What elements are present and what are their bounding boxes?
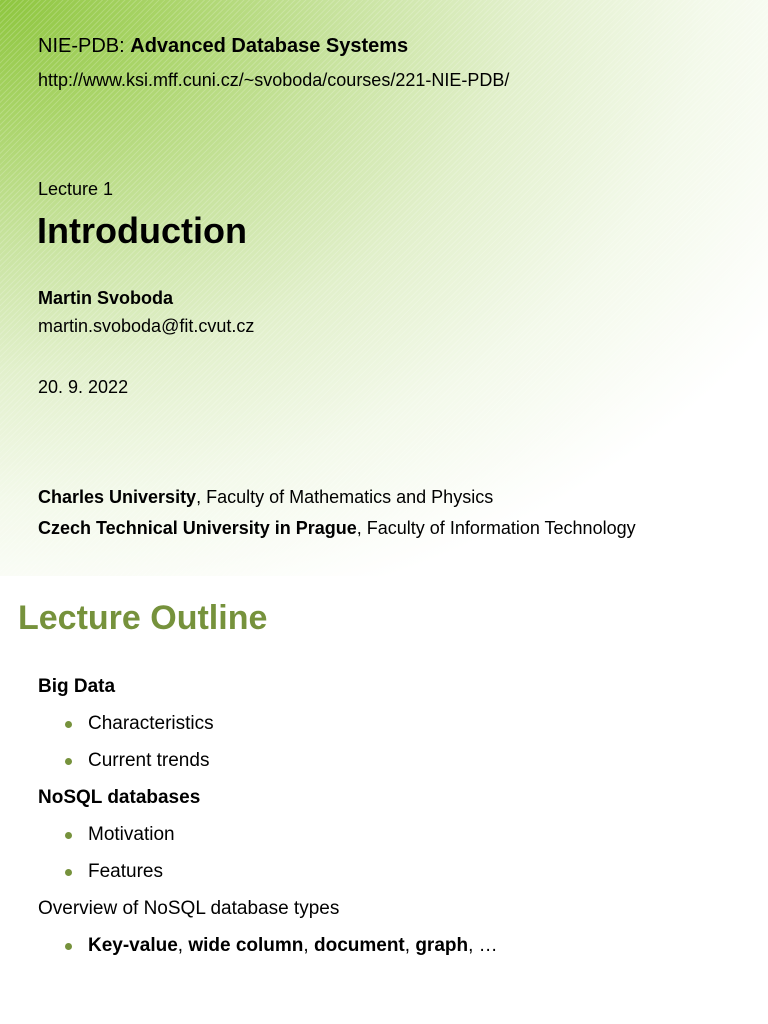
bullet-dot-icon — [65, 832, 72, 839]
faculty-name: , Faculty of Information Technology — [356, 518, 636, 538]
type-separator: , — [177, 935, 189, 956]
course-name: Advanced Database Systems — [130, 35, 409, 57]
type-document: document — [313, 935, 405, 956]
subitem-label: Motivation — [88, 824, 175, 845]
course-code: NIE-PDB: — [38, 35, 125, 57]
type-ellipsis: , … — [468, 935, 498, 956]
outline-subitem — [38, 712, 498, 749]
course-heading — [38, 33, 408, 59]
outline-subitem — [38, 860, 498, 897]
outline-subitem — [38, 749, 498, 786]
outline-subitem — [38, 823, 498, 860]
outline-section: Overview of NoSQL database types — [38, 898, 340, 919]
lecture-title: Introduction — [37, 210, 247, 251]
outline-list — [38, 675, 498, 971]
affiliation-charles — [38, 485, 493, 509]
type-wide-column: wide column — [188, 935, 304, 956]
type-graph: graph — [415, 935, 469, 956]
bullet-dot-icon — [65, 758, 72, 765]
affiliation-ctu — [38, 516, 636, 540]
author-email: martin.svoboda@fit.cvut.cz — [38, 316, 255, 336]
bullet-dot-icon — [65, 721, 72, 728]
lecture-date: 20. 9. 2022 — [38, 377, 129, 397]
bullet-dot-icon — [65, 869, 72, 876]
faculty-name: , Faculty of Mathematics and Physics — [196, 487, 494, 507]
lecture-number: Lecture 1 — [38, 179, 114, 199]
outline-slide — [0, 576, 768, 1024]
outline-subitem-types — [38, 934, 498, 971]
outline-title: Lecture Outline — [18, 599, 268, 637]
type-separator: , — [404, 935, 416, 956]
author-name: Martin Svoboda — [38, 288, 174, 308]
subitem-label: Current trends — [88, 750, 210, 771]
course-url: http://www.ksi.mff.cuni.cz/~svoboda/courses/221-NIE-PDB/ — [38, 70, 510, 90]
institution-name: Czech Technical University in Prague — [38, 518, 357, 538]
type-key-value: Key-value — [88, 935, 178, 956]
outline-section: Big Data — [38, 676, 116, 697]
bullet-dot-icon — [65, 943, 72, 950]
subitem-label: Characteristics — [88, 713, 214, 734]
institution-name: Charles University — [38, 487, 197, 507]
type-separator: , — [303, 935, 314, 956]
outline-section: NoSQL databases — [38, 787, 201, 808]
subitem-label: Features — [88, 861, 163, 882]
